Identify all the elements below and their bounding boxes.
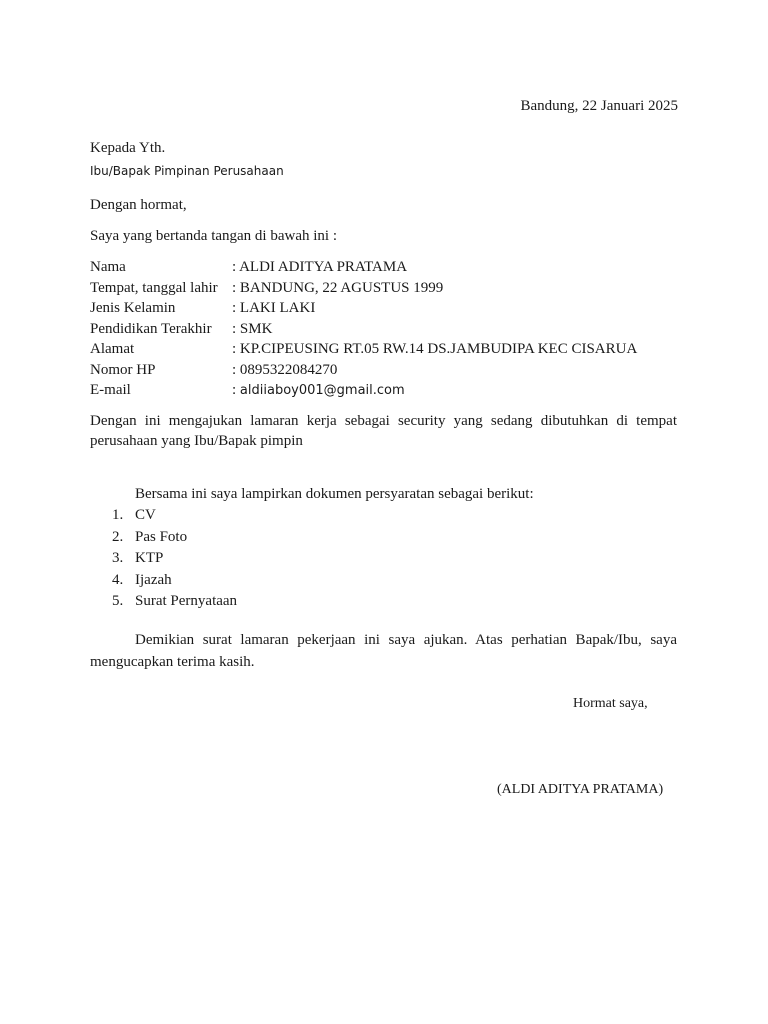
place-date: Bandung, 22 Januari 2025 (520, 98, 678, 114)
info-label: Nama (90, 259, 126, 275)
list-item (90, 505, 237, 527)
email-address: aldiiaboy001@gmail.com (239, 383, 405, 398)
attachments-intro-row (90, 484, 534, 504)
signature-name: (ALDI ADITYA PRATAMA) (497, 782, 664, 797)
closing-salutation: Hormat saya, (573, 696, 648, 711)
info-row-name (90, 257, 637, 278)
attachments-intro: Bersama ini saya lampirkan dokumen persyaratan sebagai berikut: (135, 486, 534, 502)
info-value: : SMK (232, 320, 273, 337)
recipient-line-1: Kepada Yth. (90, 140, 166, 156)
info-value: : 0895322084270 (232, 361, 338, 378)
info-row-phone (90, 360, 637, 381)
info-label: Tempat, tanggal lahir (90, 279, 218, 296)
info-value: : ALDI ADITYA PRATAMA (232, 259, 408, 275)
info-row-address (90, 339, 637, 360)
list-number: 1. (112, 507, 124, 523)
info-label: Jenis Kelamin (90, 300, 176, 316)
list-item (90, 548, 237, 570)
list-number: 3. (112, 550, 124, 566)
info-value: : KP.CIPEUSING RT.05 RW.14 DS.JAMBUDIPA KEC CISARUA (232, 341, 638, 357)
application-paragraph: Dengan ini mengajukan lamaran kerja sebagai security yang sedang dibutuhkan di tempat perusahaan yang Ibu/Bapak pimpin (90, 413, 677, 449)
list-text: CV (135, 507, 156, 523)
info-label: Alamat (90, 341, 135, 357)
list-text: Pas Foto (135, 528, 188, 545)
closing-paragraph: Demikian surat lamaran pekerjaan ini saya ajukan. Atas perhatian Bapak/Ibu, saya mengucapkan terima kasih. (90, 632, 677, 670)
list-text: Ijazah (135, 571, 172, 588)
info-value: : LAKI LAKI (232, 300, 316, 316)
recipient-line-2: Ibu/Bapak Pimpinan Perusahaan (90, 164, 284, 178)
info-row-gender (90, 298, 637, 319)
info-label: Nomor HP (90, 361, 156, 378)
list-item (90, 527, 237, 549)
info-row-education (90, 319, 637, 340)
list-text: Surat Pernyataan (135, 593, 238, 609)
intro-line: Saya yang bertanda tangan di bawah ini : (90, 228, 338, 244)
list-item (90, 591, 237, 613)
info-row-email (90, 380, 637, 401)
info-label: Pendidikan Terakhir (90, 320, 212, 337)
list-number: 5. (112, 593, 124, 609)
info-value: : BANDUNG, 22 AGUSTUS 1999 (232, 279, 444, 296)
greeting: Dengan hormat, (90, 197, 187, 213)
info-row-birth (90, 278, 637, 299)
list-number: 2. (112, 528, 124, 545)
list-item (90, 570, 237, 592)
applicant-info-table (90, 257, 637, 401)
attachments-list (90, 505, 237, 613)
email-prefix: : (232, 382, 240, 398)
list-number: 4. (112, 571, 124, 588)
info-label: E-mail (90, 382, 131, 398)
info-value (232, 380, 637, 401)
list-text: KTP (135, 550, 164, 566)
